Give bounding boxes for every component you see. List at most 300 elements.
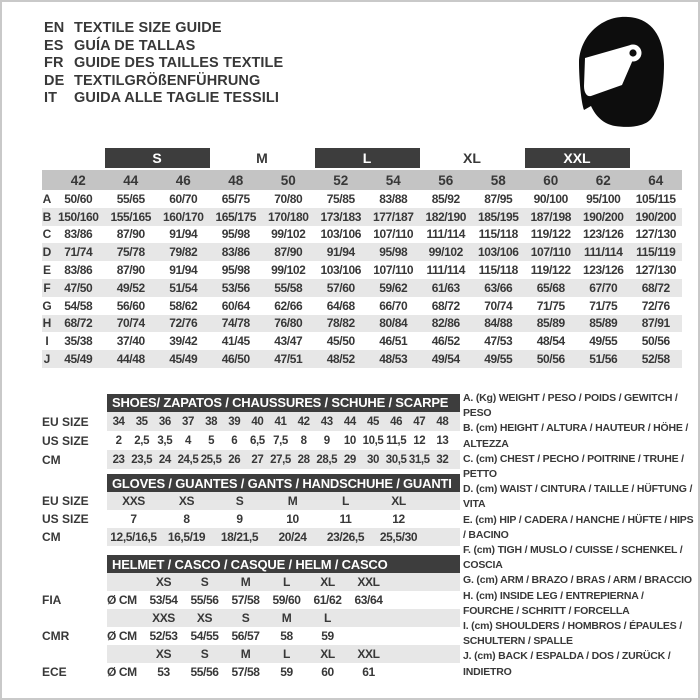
gloves-values-row	[107, 510, 460, 528]
helmet-size-label: M	[240, 647, 251, 661]
helmet-size-value: 54/55	[190, 629, 219, 643]
size-value: 8	[183, 512, 190, 526]
measurement-row	[42, 190, 682, 208]
size-value: 20/24	[278, 530, 307, 544]
shoes-section-title: SHOES/ ZAPATOS / CHAUSSURES / SCHUHE / SCARPE	[107, 394, 460, 412]
gloves-section	[42, 474, 460, 546]
measurement-value: 68/72	[431, 298, 460, 313]
measurement-value: 103/106	[477, 245, 519, 260]
measurement-value: 72/76	[641, 298, 670, 313]
measurement-value: 64/68	[326, 298, 355, 313]
measurement-value: 39/42	[169, 334, 198, 349]
size-value: 27	[251, 453, 264, 466]
row-label: US SIZE	[42, 512, 89, 526]
size-value: 25,5	[200, 453, 222, 466]
measurement-value: 95/98	[221, 263, 250, 278]
measurement-value: 83/86	[64, 263, 93, 278]
measurement-value: 83/86	[64, 227, 93, 242]
measurement-value: 59/62	[379, 280, 408, 295]
shoes-row	[42, 431, 460, 450]
size-value: 23	[112, 453, 125, 466]
size-value: 28	[297, 453, 310, 466]
size-column-header: 64	[648, 172, 664, 188]
size-value: 4	[184, 434, 191, 447]
measurement-value: 91/94	[326, 245, 355, 260]
measurement-value: 37/40	[116, 334, 145, 349]
language-code: EN	[44, 20, 65, 36]
size-value: 10,5	[362, 434, 384, 447]
measurement-value: 90/100	[533, 191, 568, 206]
helmet-value-row	[42, 663, 460, 681]
measurement-value: 44/48	[116, 352, 145, 367]
size-value: 12	[392, 512, 405, 526]
size-value: 8	[300, 434, 307, 447]
size-value: XL	[391, 494, 406, 508]
size-column-header: 44	[123, 172, 139, 188]
measurement-value: 127/130	[635, 227, 677, 242]
size-value: L	[342, 494, 349, 508]
helmet-size-labels	[107, 645, 460, 663]
shoes-section	[42, 393, 460, 469]
measurement-row	[42, 226, 682, 244]
legend-item: B. (cm) HEIGHT / ALTURA / HAUTEUR / HÖHE / ALTEZZA	[463, 422, 689, 450]
language-code: DE	[44, 72, 65, 89]
size-group-s: S	[105, 148, 210, 168]
helmet-size-label: S	[241, 611, 250, 625]
measurement-row-label: F	[43, 280, 51, 295]
row-label: CM	[42, 530, 61, 544]
size-value: 31,5	[408, 453, 430, 466]
measurement-value: 87/91	[641, 316, 670, 331]
helmet-section	[42, 555, 460, 681]
row-label: US SIZE	[42, 433, 89, 448]
size-value: 23/26,5	[326, 530, 365, 544]
measurement-value: 75/78	[116, 245, 145, 260]
measurement-value: 55/58	[274, 280, 303, 295]
size-value: 16,5/19	[167, 530, 206, 544]
measurement-value: 67/70	[589, 280, 618, 295]
gloves-values-row	[107, 528, 460, 546]
size-value: 38	[205, 415, 218, 428]
measurement-value: 48/52	[326, 352, 355, 367]
size-column-header: 54	[385, 172, 401, 188]
measurement-row	[42, 208, 682, 226]
helmet-size-label: L	[283, 647, 290, 661]
size-value: 24	[158, 453, 171, 466]
size-value: 27,5	[270, 453, 291, 466]
size-value: 40	[251, 415, 264, 428]
measurement-value: 46/50	[221, 352, 250, 367]
measurement-value: 74/78	[221, 316, 250, 331]
measurement-value: 55/65	[116, 191, 145, 206]
measurement-value: 61/63	[431, 280, 460, 295]
measurement-row-label: G	[42, 298, 52, 313]
measurement-value: 119/122	[530, 227, 571, 242]
helmet-size-value: 57/58	[231, 593, 260, 607]
helmet-size-label: S	[200, 647, 209, 661]
size-value: 7	[130, 512, 137, 526]
measurement-value: 70/74	[116, 316, 145, 331]
measurement-value: 107/110	[373, 227, 414, 242]
size-value: S	[235, 494, 244, 508]
legend-item: I. (cm) SHOULDERS / HOMBROS / ÉPAULES / SCHULTERN / SPALLE	[463, 620, 682, 648]
measurement-value: 177/187	[372, 209, 414, 224]
size-value: 6	[231, 434, 238, 447]
size-column-header: 50	[280, 172, 296, 188]
helmet-section-title: HELMET / CASCO / CASQUE / HELM / CASCO	[107, 555, 460, 573]
helmet-size-label: XS	[155, 647, 172, 661]
measurement-value: 95/100	[586, 191, 621, 206]
measurement-value: 48/54	[536, 334, 565, 349]
measurement-rows	[42, 190, 682, 368]
measurement-value: 190/200	[635, 209, 677, 224]
helmet-size-label: S	[200, 575, 209, 589]
measurement-value: 115/118	[478, 227, 518, 242]
measurement-value: 85/89	[589, 316, 618, 331]
helmet-size-value: 52/53	[149, 629, 178, 643]
helmet-size-value: 59/60	[272, 593, 301, 607]
helmet-size-label: XXS	[152, 611, 175, 625]
measurement-value: 165/175	[215, 209, 257, 224]
size-group-row	[42, 148, 682, 168]
size-value: 2	[115, 434, 122, 447]
size-value: 35	[135, 415, 148, 428]
language-code: FR	[44, 55, 64, 71]
helmet-size-label: XXL	[357, 575, 380, 589]
measurement-value: 60/64	[221, 298, 250, 313]
shoes-row	[42, 450, 460, 469]
size-value: 9	[236, 512, 243, 526]
measurement-value: 50/60	[64, 191, 93, 206]
measurement-value: 87/95	[484, 191, 513, 206]
measurement-value: 49/55	[589, 334, 618, 349]
measurement-value: 82/86	[431, 316, 460, 331]
helmet-size-label: L	[283, 575, 290, 589]
measurement-value: 103/106	[320, 263, 362, 278]
measurement-value: 85/92	[431, 191, 460, 206]
helmet-size-label: XXL	[357, 647, 380, 661]
measurement-value: 49/55	[484, 352, 513, 367]
row-label: EU SIZE	[42, 494, 89, 508]
diameter-unit-label: Ø CM	[107, 593, 137, 607]
size-value: 48	[436, 415, 449, 428]
size-value: XXS	[122, 494, 145, 508]
size-value: 6,5	[249, 434, 265, 447]
helmet-size-labels	[107, 609, 460, 627]
size-column-header: 52	[333, 172, 349, 188]
measurement-value: 70/80	[274, 191, 303, 206]
measurement-value: 111/114	[426, 227, 466, 242]
measurement-row-label: A	[42, 191, 52, 206]
helmet-size-label: XL	[320, 647, 335, 661]
language-row	[44, 73, 283, 91]
size-value: 18/21,5	[220, 530, 259, 544]
measurement-value: 99/102	[428, 245, 463, 260]
size-value: 41	[274, 415, 287, 428]
size-value: 46	[390, 415, 403, 428]
size-value: 24,5	[177, 453, 199, 466]
legend-item: A. (Kg) WEIGHT / PESO / POIDS / GEWITCH / PESO	[463, 392, 678, 420]
size-value: 29	[343, 453, 356, 466]
size-value: 26	[228, 453, 241, 466]
measurement-value: 84/88	[484, 316, 513, 331]
helmet-size-value: 56/57	[231, 629, 260, 643]
legend-item: F. (cm) TIGH / MUSLO / CUISSE / SCHENKEL / COSCIA	[463, 544, 683, 572]
measurement-value: 127/130	[635, 263, 677, 278]
measurement-value: 87/90	[116, 263, 145, 278]
helmet-size-label: M	[240, 575, 251, 589]
helmet-size-value: 53	[157, 665, 170, 679]
size-value: 39	[228, 415, 241, 428]
size-value: 13	[436, 434, 449, 447]
helmet-size-label: L	[324, 611, 331, 625]
measurement-value: 87/90	[116, 227, 145, 242]
legend-item: C. (cm) CHEST / PECHO / POITRINE / TRUHE / PETTO	[463, 452, 684, 481]
measurement-row-label: I	[45, 334, 49, 349]
language-label: TEXTILGRÖßENFÜHRUNG	[74, 72, 261, 89]
measurement-row-label: J	[43, 352, 51, 367]
measurement-row	[42, 332, 682, 350]
size-value: 2,5	[134, 434, 150, 447]
measurement-row-label: C	[42, 227, 52, 242]
language-row	[44, 38, 283, 56]
measurement-row-label: B	[42, 209, 52, 224]
gloves-row	[42, 510, 460, 528]
language-label: GUIDA ALLE TAGLIE TESSILI	[74, 90, 279, 106]
row-label: CM	[42, 452, 61, 467]
helmet-size-value: 57/58	[231, 665, 260, 679]
section-header-row	[42, 474, 460, 492]
measurement-value: 87/90	[274, 245, 303, 260]
measurement-value: 83/86	[221, 245, 250, 260]
standard-label: CMR	[42, 629, 70, 643]
size-value: 9	[323, 434, 330, 447]
measurement-legend	[463, 391, 696, 680]
helmet-size-value: 61	[362, 665, 375, 679]
helmet-size-value: 61/62	[313, 593, 342, 607]
measurement-value: 35/38	[64, 334, 93, 349]
measurement-value: 47/51	[274, 352, 303, 367]
measurement-value: 103/106	[320, 227, 362, 242]
measurement-value: 187/198	[530, 209, 572, 224]
standard-label: ECE	[42, 665, 67, 679]
measurement-value: 45/49	[169, 352, 198, 367]
helmet-values	[107, 627, 460, 645]
measurement-value: 63/66	[484, 280, 513, 295]
language-label: GUÍA DE TALLAS	[74, 37, 196, 54]
measurement-value: 119/122	[530, 263, 571, 278]
measurement-row-label: H	[42, 316, 52, 331]
size-value: 43	[320, 415, 333, 428]
size-value: 32	[436, 453, 449, 466]
measurement-value: 71/74	[64, 245, 93, 260]
size-group-xl: XL	[463, 150, 481, 166]
helmet-size-label: XL	[320, 575, 335, 589]
helmet-value-row	[42, 627, 460, 645]
shoes-values-row	[107, 412, 460, 431]
measurement-row	[42, 261, 682, 279]
legend-item: D. (cm) WAIST / CINTURA / TAILLE / HÜFTUNG / VITA	[463, 483, 693, 511]
measurement-value: 75/85	[326, 191, 355, 206]
language-list	[44, 20, 283, 108]
gloves-row	[42, 492, 460, 510]
helmet-values	[107, 591, 460, 609]
measurement-value: 173/183	[320, 209, 362, 224]
size-value: 30	[367, 453, 380, 466]
language-row	[44, 55, 283, 73]
size-value: 11	[339, 512, 352, 526]
size-column-header: 56	[438, 172, 454, 188]
shoes-values-row	[107, 431, 460, 450]
helmet-size-value: 55/56	[190, 593, 219, 607]
measurement-value: 49/52	[116, 280, 145, 295]
measurement-value: 50/56	[536, 352, 565, 367]
shoes-row	[42, 412, 460, 431]
measurement-value: 115/118	[478, 263, 518, 278]
measurement-value: 91/94	[169, 263, 198, 278]
helmet-size-header-row	[42, 609, 460, 627]
section-header-row	[42, 393, 460, 412]
row-label: EU SIZE	[42, 414, 89, 429]
size-column-header: 48	[228, 172, 244, 188]
measurement-value: 91/94	[169, 227, 198, 242]
size-value: 23,5	[131, 453, 153, 466]
measurement-value: 57/60	[326, 280, 355, 295]
measurement-row	[42, 315, 682, 333]
size-value: 11,5	[386, 434, 407, 447]
size-column-header: 62	[595, 172, 611, 188]
measurement-row-label: D	[42, 245, 52, 260]
legend-item: E. (cm) HIP / CADERA / HANCHE / HÜFTE / HIPS / BACINO	[463, 513, 694, 541]
measurement-value: 115/119	[636, 245, 676, 260]
measurement-row	[42, 243, 682, 261]
helmet-value-row	[42, 591, 460, 609]
measurement-value: 45/49	[64, 352, 93, 367]
size-value: 5	[208, 434, 215, 447]
legend-item: J. (cm) BACK / ESPALDA / DOS / ZURÜCK / INDIETRO	[463, 650, 671, 678]
measurement-value: 107/110	[530, 245, 571, 260]
diameter-unit-label: Ø CM	[107, 665, 137, 679]
measurement-value: 79/82	[169, 245, 198, 260]
measurement-value: 50/56	[641, 334, 670, 349]
measurement-value: 47/50	[64, 280, 93, 295]
measurement-value: 85/89	[536, 316, 565, 331]
size-value: 3,5	[157, 434, 173, 447]
measurement-value: 60/70	[169, 191, 198, 206]
measurement-value: 123/126	[582, 263, 624, 278]
racing-helmet-icon	[576, 16, 666, 128]
measurement-value: 48/53	[379, 352, 408, 367]
helmet-size-value: 59	[280, 665, 293, 679]
size-value: 25,5/30	[379, 530, 418, 544]
measurement-value: 83/88	[379, 191, 408, 206]
helmet-size-header-row	[42, 573, 460, 591]
language-label: TEXTILE SIZE GUIDE	[74, 20, 222, 36]
helmet-size-label: XS	[155, 575, 172, 589]
gloves-section-title: GLOVES / GUANTES / GANTS / HANDSCHUHE / GUANTI	[107, 474, 460, 492]
measurement-value: 53/56	[221, 280, 250, 295]
measurement-row-label: E	[42, 263, 51, 278]
measurement-value: 51/54	[169, 280, 198, 295]
language-row	[44, 20, 283, 38]
measurement-value: 65/68	[536, 280, 565, 295]
measurement-value: 160/170	[162, 209, 204, 224]
helmet-size-value: 60	[321, 665, 334, 679]
measurement-value: 150/160	[57, 209, 99, 224]
size-column-header: 60	[543, 172, 559, 188]
measurement-value: 41/45	[221, 334, 250, 349]
measurement-value: 47/53	[484, 334, 513, 349]
measurement-value: 99/102	[271, 263, 306, 278]
measurement-value: 105/115	[635, 191, 676, 206]
gloves-values-row	[107, 492, 460, 510]
section-header-row	[42, 555, 460, 573]
size-value: 37	[181, 415, 194, 428]
measurement-value: 78/82	[326, 316, 355, 331]
size-group-spacer	[42, 148, 105, 168]
measurement-value: 170/180	[267, 209, 309, 224]
language-row	[44, 90, 283, 108]
measurement-value: 52/58	[641, 352, 670, 367]
measurement-value: 111/114	[426, 263, 466, 278]
measurement-value: 155/165	[110, 209, 152, 224]
helmet-size-label: XS	[196, 611, 213, 625]
size-value: 12	[413, 434, 426, 447]
measurement-value: 185/195	[477, 209, 519, 224]
measurement-value: 107/110	[373, 263, 414, 278]
size-value: 10	[343, 434, 356, 447]
size-value: 34	[112, 415, 125, 428]
measurement-value: 190/200	[582, 209, 624, 224]
helmet-size-value: 55/56	[190, 665, 219, 679]
helmet-size-value: 53/54	[149, 593, 178, 607]
measurement-value: 182/190	[425, 209, 467, 224]
measurement-value: 68/72	[64, 316, 93, 331]
measurement-value: 95/98	[221, 227, 250, 242]
size-value: 44	[343, 415, 356, 428]
measurement-value: 58/62	[169, 298, 198, 313]
size-column-header: 46	[175, 172, 191, 188]
measurement-row	[42, 297, 682, 315]
helmet-size-value: 58	[280, 629, 293, 643]
measurement-value: 45/50	[326, 334, 355, 349]
helmet-size-labels	[107, 573, 460, 591]
measurement-value: 72/76	[169, 316, 198, 331]
measurement-row	[42, 350, 682, 368]
legend-item: G. (cm) ARM / BRAZO / BRAS / ARM / BRACCIO	[463, 574, 692, 587]
legend-item: H. (cm) INSIDE LEG / ENTREPIERNA / FOURCHE / SCHRITT / FORCELLA	[463, 589, 644, 617]
measurement-value: 76/80	[274, 316, 303, 331]
measurement-value: 56/60	[116, 298, 145, 313]
size-value: XS	[178, 494, 195, 508]
measurement-value: 62/66	[274, 298, 303, 313]
size-value: 10	[286, 512, 299, 526]
gloves-row	[42, 528, 460, 546]
measurement-value: 99/102	[271, 227, 306, 242]
helmet-size-value: 63/64	[354, 593, 383, 607]
measurement-value: 71/75	[589, 298, 618, 313]
measurement-value: 68/72	[641, 280, 670, 295]
size-value: M	[287, 494, 298, 508]
size-group-xxl: XXL	[525, 148, 630, 168]
size-value: 12,5/16,5	[110, 530, 157, 544]
measurement-value: 71/75	[536, 298, 565, 313]
size-header-row	[42, 170, 682, 190]
helmet-size-header-row	[42, 645, 460, 663]
measurement-value: 46/51	[379, 334, 408, 349]
standard-label: FIA	[42, 593, 62, 607]
size-value: 36	[158, 415, 171, 428]
